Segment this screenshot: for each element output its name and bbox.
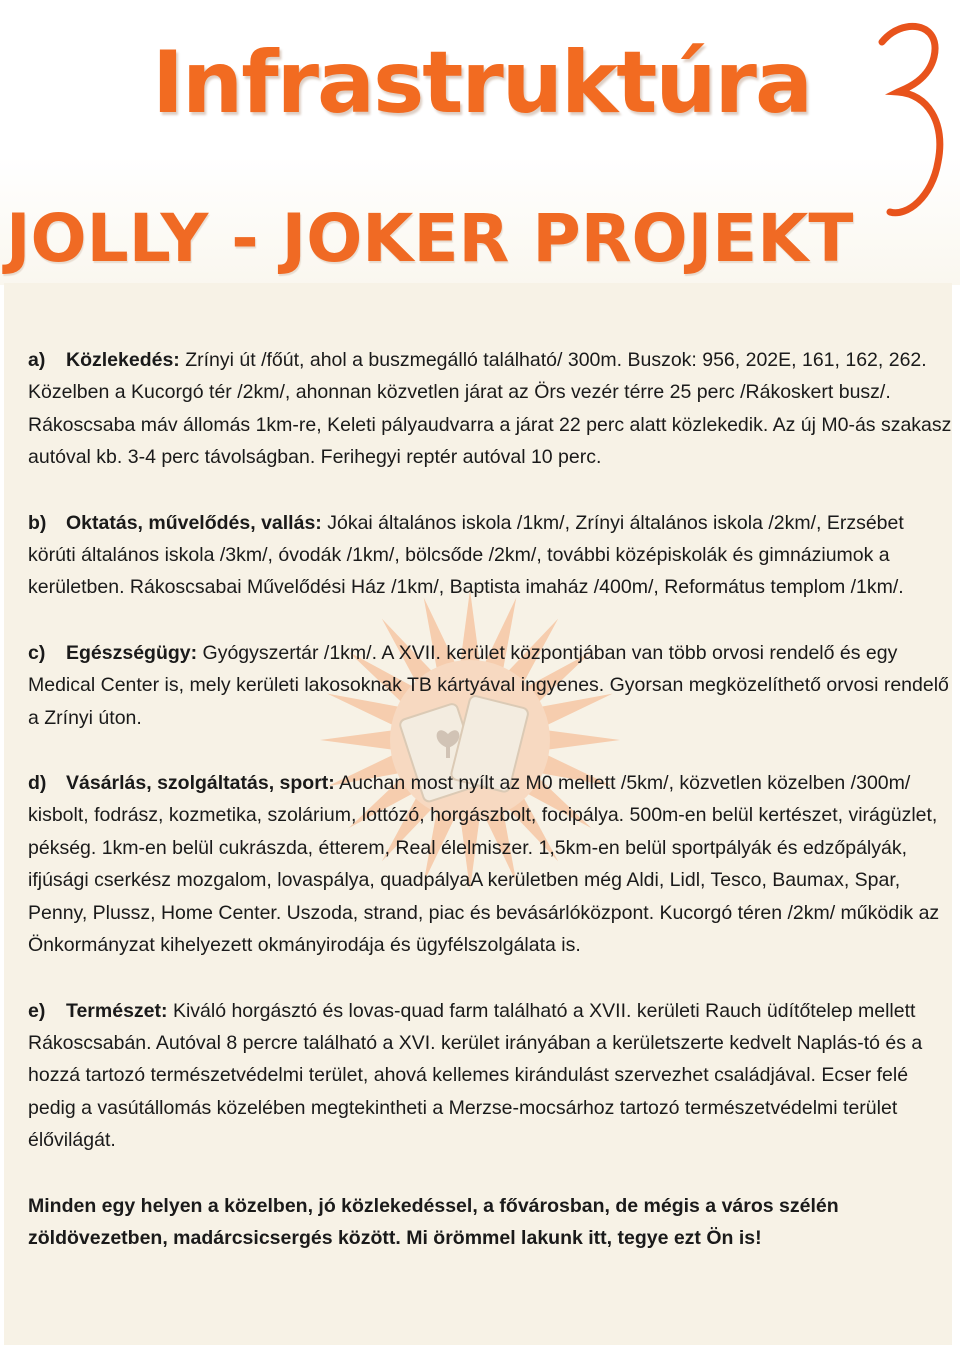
page-title: Infrastruktúra xyxy=(152,33,811,133)
section-heading: Oktatás, művelődés, vallás: xyxy=(66,511,322,534)
section-marker: c) xyxy=(28,641,46,664)
section-marker: d) xyxy=(28,772,47,795)
page-subtitle: JOLLY - JOKER PROJEKT xyxy=(6,200,854,277)
section-text: Kiváló horgásztó és lovas-quad farm található a XVII. kerületi Rauch üdítőtelep mellett Rákoscsabán. Autóval 8 percre található a XVI. kerület irányában a kerületszerte kedvelt Naplás-tó és a hozzá tartozó természetvédelmi terület, ahová kellemes kirándulást szervezhet családjával. Ecser felé pedig a vasútállomás közelében megtekintheti a Merzse-mocsárhoz tartozó természetvédelmi terület élővilágát. xyxy=(28,999,923,1152)
section-transport xyxy=(28,344,952,474)
closing-statement: Minden egy helyen a közelben, jó közlekedéssel, a fővárosban, de mégis a város szélén zöldövezetben, madárcsicsergés között. Mi örömmel lakunk itt, tegye ezt Ön is! xyxy=(28,1194,839,1249)
section-heading: Vásárlás, szolgáltatás, sport: xyxy=(66,772,335,795)
section-marker: a) xyxy=(28,349,46,371)
document-body xyxy=(28,344,952,1254)
section-heading: Közlekedés: xyxy=(66,349,180,371)
section-heading: Természet: xyxy=(66,999,168,1022)
section-text: Zrínyi út /főút, ahol a buszmegálló található/ 300m. Buszok: 956, 202E, 161, 162, 262. Közelben a Kucorgó tér /2km/, ahonnan közvetlen járat az Örs vezér térre 25 perc /Rákoskert busz/. Rákoscsaba máv állomás 1km-re, Keleti pályaudvarra a járat 22 perc alatt közlekedik. Az új M0-ás szakasz autóval kb. 3-4 perc távolságban. Ferihegyi reptér autóval 10 perc. xyxy=(28,349,952,469)
section-health xyxy=(28,637,952,734)
section-heading: Egészségügy: xyxy=(66,641,198,664)
section-nature xyxy=(28,995,952,1157)
section-marker: e) xyxy=(28,999,46,1022)
section-education xyxy=(28,507,952,604)
section-text: Jókai általános iskola /1km/, Zrínyi általános iskola /2km/, Erzsébet körúti általános iskola /3km/, óvodák /1km/, bölcsőde /2km/, további középiskolák és gimnáziumok a kerületben. Rákoscsabai Művelődési Ház /1km/, Baptista imaház /400m/, Református templom /1km/. xyxy=(28,511,904,599)
section-text: Gyógyszertár /1km/. A XVII. kerület központjában van több orvosi rendelő és egy Medical Center is, mely kerületi lakosoknak TB kártyával ingyenes. Gyorsan megközelíthető orvosi rendelő a Zrínyi úton. xyxy=(28,641,949,729)
brush-number-three xyxy=(872,12,952,232)
section-shopping xyxy=(28,767,952,961)
section-marker: b) xyxy=(28,511,47,534)
section-text: Auchan most nyílt az M0 mellett /5km/, közvetlen közelben /300m/ kisbolt, fodrász, kozmetika, szolárium, lottózó, horgászbolt, focipálya. 500m-en belül kertészet, virágüzlet, pékség. 1km-en belül cukrászda, étterem, Real élelmiszer. 1,5km-en belül sportpályák és edzőpályák, ifjúsági cserkész mozgalom, lovaspálya, quadpályaA kerületben még Aldi, Lidl, Tesco, Baumax, Spar, Penny, Plussz, Home Center. Uszoda, strand, piac és bevásárlóközpont. Kucorgó téren /2km/ működik az Önkormányzat kihelyezett okmányirodája és ügyfélszolgálata is. xyxy=(28,772,940,957)
